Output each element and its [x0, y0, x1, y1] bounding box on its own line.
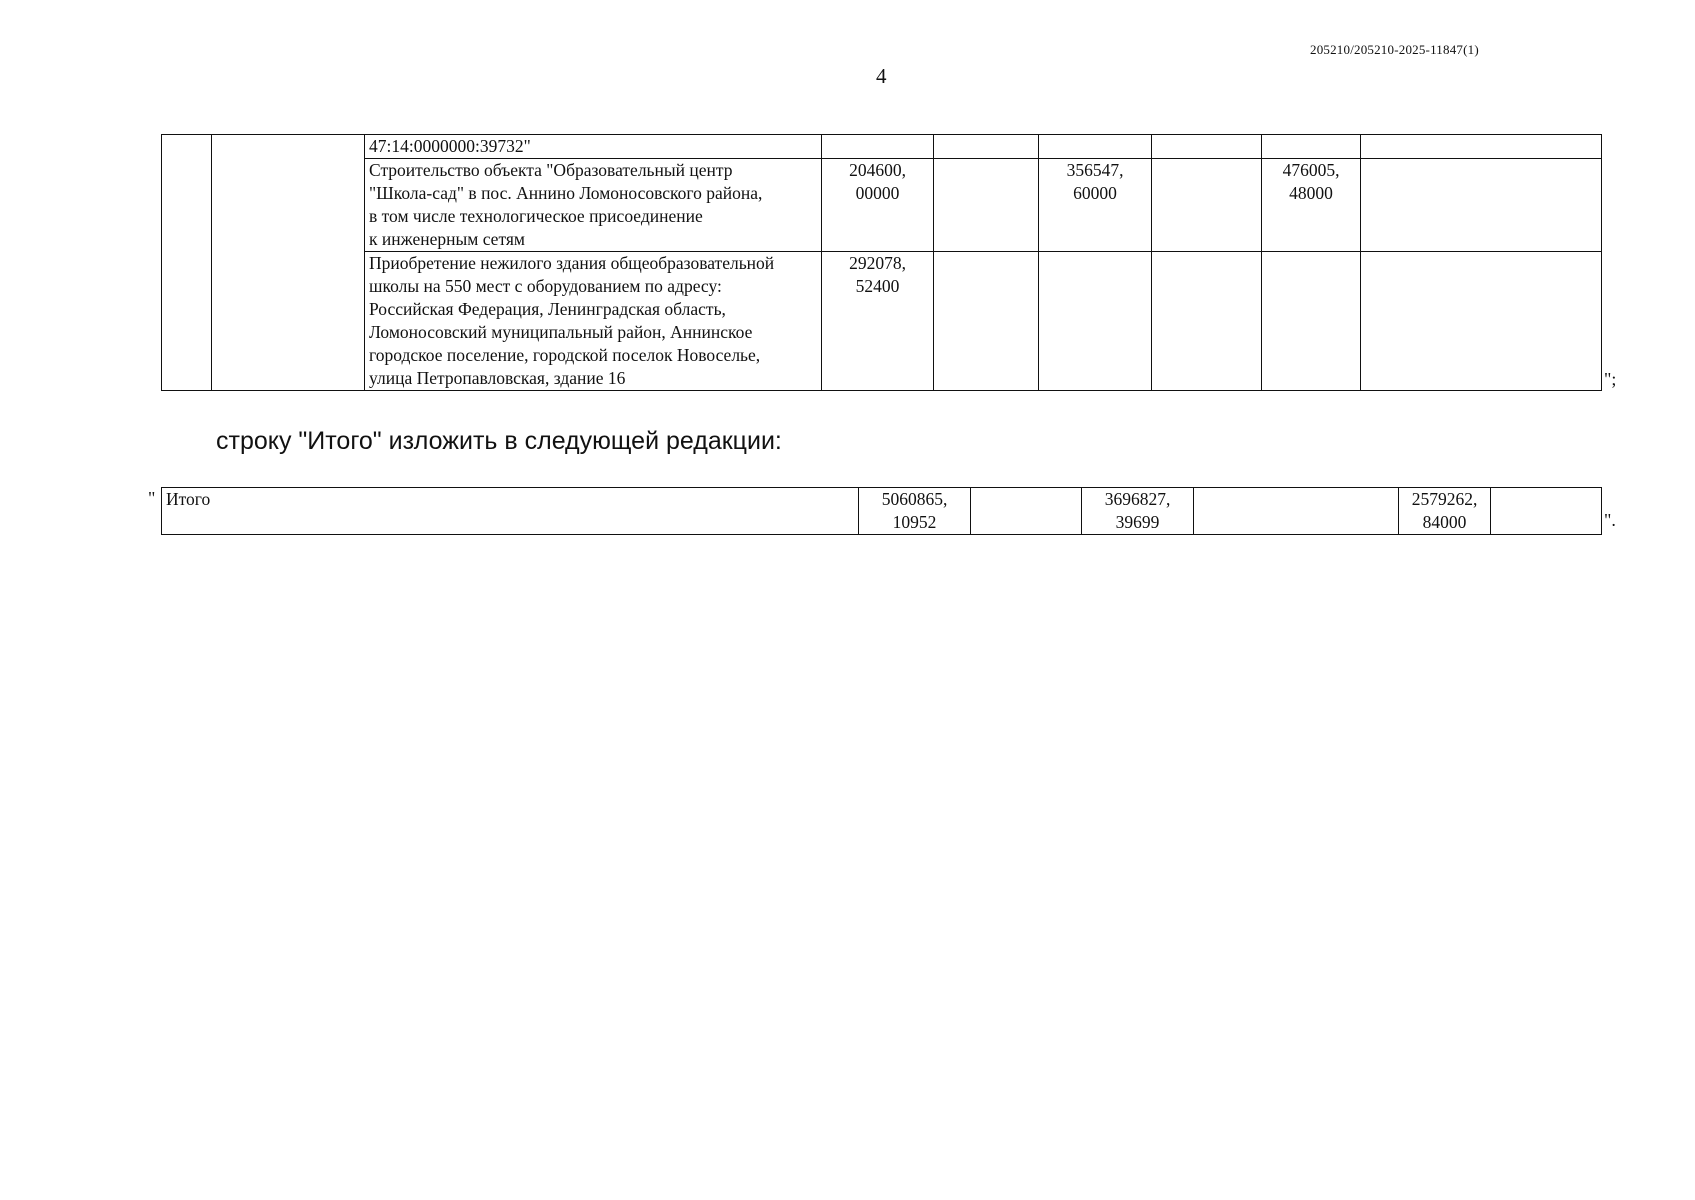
table-row — [162, 159, 1602, 252]
total-value-cell: 5060865, 10952 — [859, 488, 971, 535]
value-cell — [1262, 252, 1361, 391]
total-label: Итого — [162, 488, 859, 535]
main-table — [161, 134, 1602, 391]
value-cell — [1039, 252, 1152, 391]
description-cell: Строительство объекта "Образовательный центр "Школа-сад" в пос. Аннино Ломоносовского района, в том числе технологическое присоединение к инженерным сетям — [365, 159, 822, 252]
table-row — [162, 135, 1602, 159]
value-cell — [1361, 135, 1602, 159]
value-cell — [1361, 252, 1602, 391]
value-cell: 204600, 00000 — [822, 159, 934, 252]
total-value-cell — [971, 488, 1082, 535]
description-cell: Приобретение нежилого здания общеобразовательной школы на 550 мест с оборудованием по адресу: Российская Федерация, Ленинградская область, Ломоносовский муниципальный район, Аннинское городское поселение, городской поселок Новоселье, улица Петропавловская, здание 16 — [365, 252, 822, 391]
total-table — [161, 487, 1602, 535]
value-cell — [1152, 135, 1262, 159]
total-row — [162, 488, 1602, 535]
value-cell: 292078, 52400 — [822, 252, 934, 391]
value-cell — [1262, 135, 1361, 159]
page-number: 4 — [876, 64, 887, 88]
name-cell — [212, 135, 365, 391]
total-value-cell: 3696827, 39699 — [1082, 488, 1194, 535]
total-value-cell — [1491, 488, 1602, 535]
value-cell — [1152, 252, 1262, 391]
opening-quote-mark: " — [148, 488, 156, 508]
value-cell — [1152, 159, 1262, 252]
value-cell: 476005, 48000 — [1262, 159, 1361, 252]
value-cell — [934, 252, 1039, 391]
instruction-text: строку "Итого" изложить в следующей редакции: — [216, 427, 782, 455]
value-cell — [1039, 135, 1152, 159]
closing-quote-mark: ". — [1604, 510, 1616, 530]
value-cell — [934, 159, 1039, 252]
description-cell: 47:14:0000000:39732" — [365, 135, 822, 159]
value-cell — [934, 135, 1039, 159]
index-cell — [162, 135, 212, 391]
total-value-cell — [1194, 488, 1399, 535]
value-cell — [1361, 159, 1602, 252]
value-cell — [822, 135, 934, 159]
closing-quote-mark: "; — [1604, 369, 1617, 389]
document-id: 205210/205210-2025-11847(1) — [1310, 42, 1479, 57]
value-cell: 356547, 60000 — [1039, 159, 1152, 252]
total-value-cell: 2579262, 84000 — [1399, 488, 1491, 535]
table-row — [162, 252, 1602, 391]
